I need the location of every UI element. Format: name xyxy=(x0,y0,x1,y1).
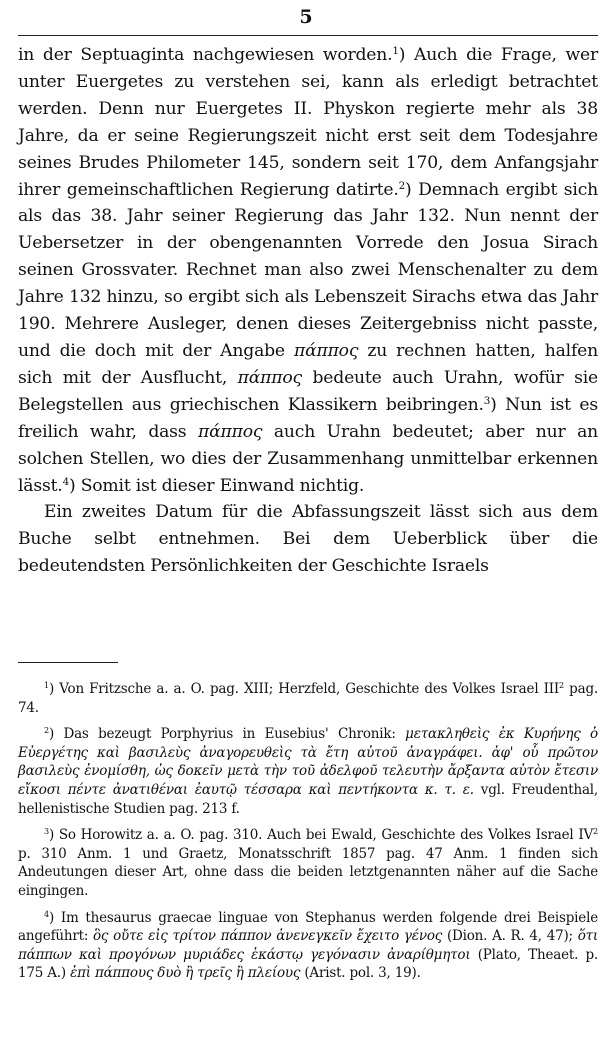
footnotes xyxy=(18,680,598,991)
footnote-3 xyxy=(18,826,598,900)
superscript: 2 xyxy=(559,680,564,691)
text-run: ) Somit ist dieser Einwand nichtig. xyxy=(68,475,365,496)
text-run: (Arist. pol. 3, 19). xyxy=(300,965,421,982)
page-number: 5 xyxy=(299,6,313,28)
footnote-ref-1: 1 xyxy=(392,44,399,57)
footnote-ref-3: 3 xyxy=(483,394,491,407)
text-run: (Plato, Theaet. p. 175 A.) xyxy=(18,946,598,982)
text-run: zu rechnen hatten, halfen sich mit der Ausflucht, xyxy=(18,340,598,388)
footnote-marker: 4 xyxy=(44,908,49,919)
greek-quote: μετακληθεὶς ἐκ Κυρήνης ὁ Εὐεργέτης καὶ βασιλεὺς ἀναγορευθεὶς τὰ ἔτη αὐτοῦ ἀναγράφει. ἀφ' οὗ πρῶτον βασιλεὺς ἐνομίσθη, ὡς δοκεῖν μετὰ τὴν τοῦ ἀδελφοῦ τελευτὴν ἄρξαντα αὐτὸν ἔτεσιν εἴκοσι πέντε ἀνατιθέναι ἑαυτῷ τέσσαρα καὶ πεντήκοντα κ. τ. ε. xyxy=(18,726,598,798)
text-run: ) Das bezeugt Porphyrius in Eusebius' Chronik: xyxy=(48,726,406,743)
greek-quote: ὃς οὔτε εἰς τρίτον πάππον ἀνενεγκεῖν ἔχειτο γένος xyxy=(93,928,443,945)
text-run: auch Urahn bedeutet; aber nur an solchen Stellen, wo dies der Zusammenhang unmittelbar erkennen lässt. xyxy=(18,421,598,496)
paragraph-1 xyxy=(18,42,598,499)
greek-word: πάππος xyxy=(237,367,302,388)
greek-quote: ἐπὶ πάππους δυὸ ἢ τρεῖς ἢ πλείους xyxy=(70,965,301,982)
text-run: pag. 74. xyxy=(18,681,598,716)
footnote-marker: 2 xyxy=(44,725,49,736)
text-run: in der Septuaginta nachgewiesen worden. xyxy=(18,45,393,65)
footnote-ref-4: 4 xyxy=(62,475,69,488)
text-run: ) Im thesaurus graecae linguae von Stephanus werden folgende drei Beispiele angeführt: xyxy=(18,909,598,945)
footnote-1 xyxy=(18,680,598,717)
footnote-marker: 3 xyxy=(44,826,49,837)
footnote-rule xyxy=(18,662,118,663)
text-run: p. 310 Anm. 1 und Graetz, Monatsschrift 1857 pag. 47 Anm. 1 finden sich Andeutungen dieser Art, ohne dass die beiden letztgenannten näher auf die Sache eingingen. xyxy=(18,845,598,899)
greek-word: πάππος xyxy=(198,421,263,442)
footnote-2 xyxy=(18,725,598,818)
text-run: ) Demnach ergibt sich als das 38. Jahr seiner Regierung das Jahr 132. Nun nennt der Uebersetzer in der obengenannten Vorrede den Josua Sirach seinen Grossvater. Rechnet man also zwei Menschenalter zu dem Jahre 132 hinzu, so ergibt sich als Lebenszeit Sirachs etwa das Jahr 190. Mehrere Ausleger, denen dieses Zeitergebniss nicht passte, und die doch mit der Angabe xyxy=(18,179,598,361)
footnote-ref-2: 2 xyxy=(398,179,406,192)
text-run: ) So Horowitz a. a. O. pag. 310. Auch bei Ewald, Geschichte des Volkes Israel IV xyxy=(48,827,594,844)
text-run: bedeute auch Urahn, wofür sie Belegstellen aus griechischen Klassikern beibringen. xyxy=(18,367,598,415)
footnote-marker: 1 xyxy=(44,680,49,691)
footnote-4 xyxy=(18,909,598,983)
text-run: (Dion. A. R. 4, 47); xyxy=(442,928,578,945)
greek-word: πάππος xyxy=(293,340,359,361)
superscript: 2 xyxy=(593,826,598,837)
text-run: ) Auch die Frage, wer unter Euergetes zu verstehen sei, kann als erledigt betrachtet werden. Denn nur Euergetes II. Physkon regierte mehr als 38 Jahre, da er seine Regierungszeit nicht erst seit dem Todesjahre seines Brudes Philometer 145, sondern seit 170, dem Anfangsjahr ihrer gemeinschaftlichen Regierung datirte. xyxy=(18,45,598,200)
text-run: ) Nun ist es freilich wahr, dass xyxy=(18,394,598,442)
header-rule xyxy=(18,35,598,36)
paragraph-2: Ein zweites Datum für die Abfassungszeit lässt sich aus dem Buche selbt entnehmen. Bei dem Ueberblick über die bedeutendsten Persönlichkeiten der Geschichte Israels xyxy=(18,502,598,577)
text-run: vgl. Freudenthal, hellenistische Studien pag. 213 f. xyxy=(18,781,599,817)
main-text xyxy=(18,42,598,580)
text-run: ) Von Fritzsche a. a. O. pag. XIII; Herzfeld, Geschichte des Volkes Israel III xyxy=(48,681,560,697)
greek-quote: ὅτι πάππων καὶ προγόνων μυριάδες ἑκάστῳ γεγόνασιν ἀναρίθμητοι xyxy=(18,928,598,963)
